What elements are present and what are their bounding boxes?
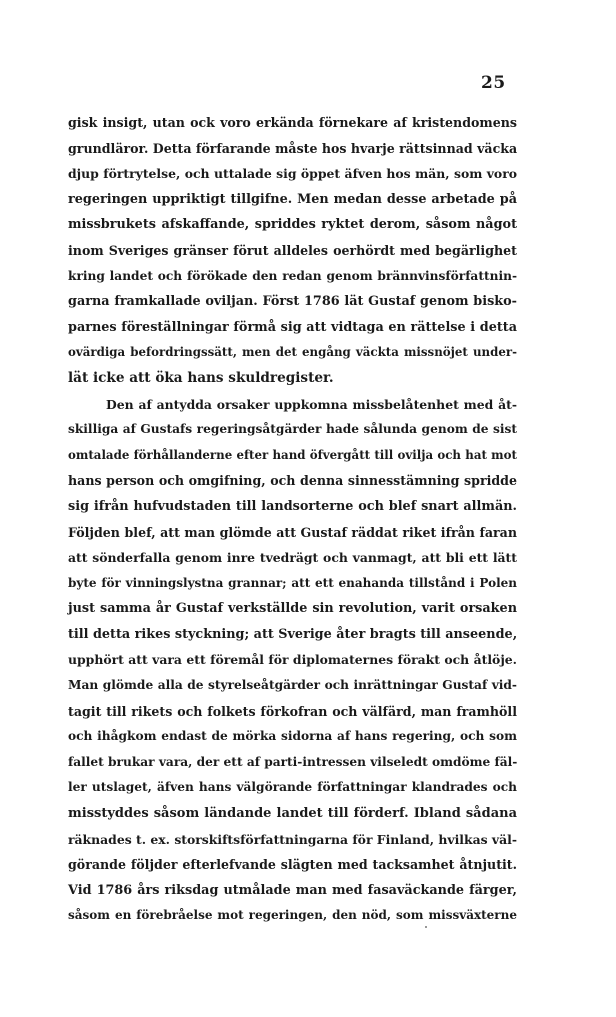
text-line: Den af antydda orsaker uppkomna missbelåtenhet med åt- (106, 396, 517, 412)
text-line: lät icke att öka hans skuldregister. (68, 369, 334, 386)
paragraph (68, 110, 517, 392)
text-line: såsom en förebråelse mot regeringen, den nöd, som missväxterne (68, 908, 517, 923)
text-line: parnes föreställningar förmå sig att vidtaga en rättelse i detta (68, 319, 517, 335)
text-line: räknades t. ex. storskiftsförfattningarna för Finland, hvilkas väl- (68, 831, 517, 847)
paragraph (68, 392, 517, 929)
text-line: just samma år Gustaf verkställde sin revolution, varit orsaken (68, 601, 517, 617)
text-line: att sönderfalla genom inre tvedrägt och vanmagt, att bli ett lätt (68, 550, 517, 566)
text-line: gisk insigt, utan ock voro erkända förnekare af kristendomens (68, 115, 517, 130)
page-number: 25 (481, 73, 506, 93)
text-line: görande följder efterlefvande slägten med tacksamhet åtnjutit. (68, 857, 517, 873)
text-line: och ihågkom endast de mörka sidorna af hans regering, och som (68, 729, 517, 744)
body-text (68, 110, 517, 929)
text-line: Man glömde alla de styrelseåtgärder och inrättningar Gustaf vid- (68, 678, 517, 693)
text-line: tagit till rikets och folkets förkofran och välfärd, man framhöll (68, 703, 517, 719)
text-line: ler utslaget, äfven hans välgörande författningar klandrades och (68, 780, 517, 795)
text-line: sig ifrån hufvudstaden till landsorterne och blef snart allmän. (68, 498, 517, 514)
text-line: omtalade förhållanderne efter hand öfvergått till ovilja och hat mot (68, 447, 517, 462)
text-line: hans person och omgifning, och denna sinnesstämning spridde (68, 473, 517, 489)
text-line: till detta rikes styckning; att Sverige åter bragts till anseende, (68, 626, 518, 642)
text-line: misstyddes såsom ländande landet till förderf. Ibland sådana (68, 806, 517, 822)
text-line: grundläror. Detta förfarande måste hos hvarje rättsinnad väcka (68, 140, 518, 156)
text-line: garna framkallade oviljan. Först 1786 lät Gustaf genom bisko- (68, 294, 517, 310)
text-line: Följden blef, att man glömde att Gustaf räddat riket ifrån faran (68, 524, 517, 540)
text-line: Vid 1786 års riksdag utmålade man med fasaväckande färger, (68, 882, 517, 898)
text-line: regeringen uppriktigt tillgifne. Men medan desse arbetade på (68, 191, 517, 207)
text-line: missbrukets afskaffande, spriddes ryktet derom, såsom något (68, 217, 517, 233)
text-line: inom Sveriges gränser förut alldeles oerhördt med begärlighet (68, 242, 517, 258)
text-line: byte för vinningslystna grannar; att ett enahanda tillstånd i Polen (68, 575, 517, 590)
print-speck (425, 926, 427, 928)
text-line: kring landet och förökade den redan genom brännvinsförfattnin- (68, 268, 517, 283)
text-line: fallet brukar vara, der ett af parti-intressen vilseledt omdöme fäl- (68, 754, 518, 769)
text-line: upphört att vara ett föremål för diplomaternes förakt och åtlöje. (68, 652, 517, 668)
text-line: skilliga af Gustafs regeringsåtgärder hade sålunda genom de sist (68, 422, 517, 437)
text-line: djup förtrytelse, och uttalade sig öppet äfven hos män, som voro (68, 166, 517, 182)
text-line: ovärdiga befordringssätt, men det engång väckta missnöjet under- (68, 345, 517, 360)
